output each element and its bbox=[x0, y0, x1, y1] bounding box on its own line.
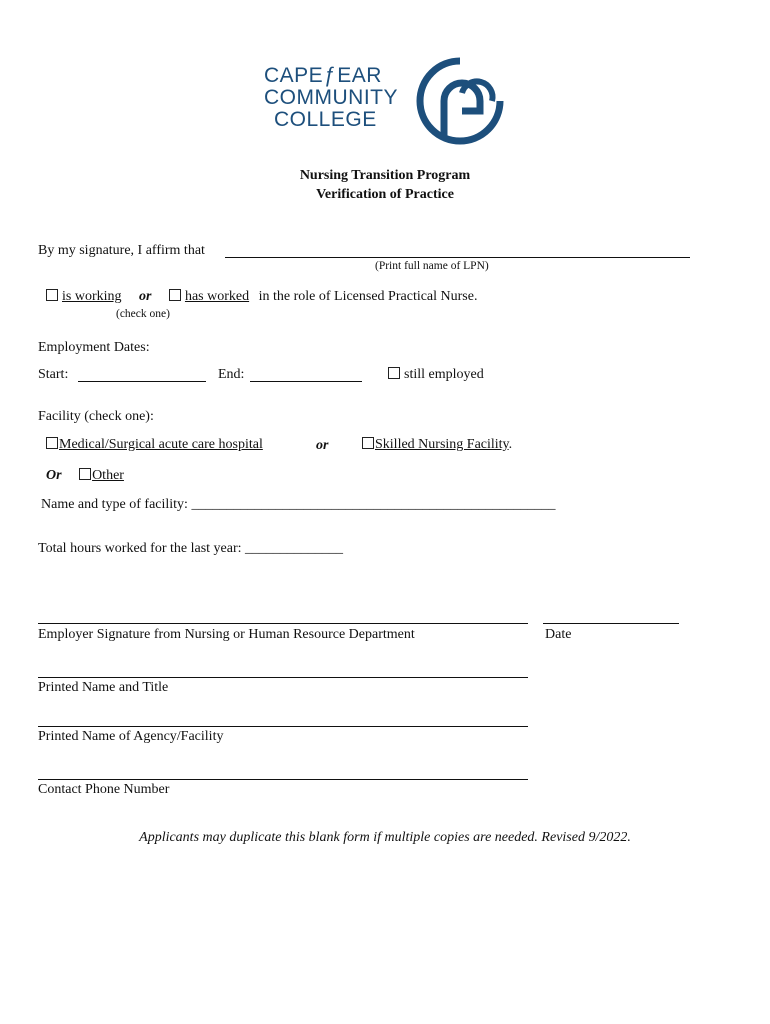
logo-line-1: CAPEƒEAR bbox=[264, 64, 382, 87]
other-label: Other bbox=[92, 468, 124, 483]
working-label: is working bbox=[62, 289, 122, 304]
hours-field[interactable]: ______________ bbox=[245, 541, 344, 556]
date-field[interactable] bbox=[543, 623, 679, 624]
end-date-field[interactable] bbox=[250, 381, 362, 382]
facility-or-label: or bbox=[316, 438, 329, 453]
still-employed-checkbox[interactable] bbox=[388, 367, 400, 379]
logo-line-3: COLLEGE bbox=[274, 108, 377, 131]
affirm-label: By my signature, I affirm that bbox=[38, 243, 205, 258]
worked-label: has worked bbox=[184, 289, 250, 304]
lpn-name-hint: (Print full name of LPN) bbox=[375, 260, 489, 272]
other-checkbox[interactable] bbox=[79, 468, 91, 480]
still-employed-row bbox=[388, 367, 484, 383]
facility-name-label: Name and type of facility: bbox=[41, 497, 188, 512]
lpn-name-field[interactable] bbox=[225, 257, 690, 258]
or-label: or bbox=[139, 289, 152, 304]
printed-name-label: Printed Name and Title bbox=[38, 680, 169, 695]
printed-name-field[interactable] bbox=[38, 677, 528, 678]
form-subtitle: Verification of Practice bbox=[316, 187, 454, 202]
facility-name-field[interactable]: ____________________________________________________ bbox=[191, 497, 556, 512]
facility-name-row bbox=[41, 497, 555, 513]
medical-checkbox[interactable] bbox=[46, 437, 58, 449]
or2-label: Or bbox=[46, 468, 62, 483]
facility-heading: Facility (check one): bbox=[38, 409, 154, 424]
role-row bbox=[46, 289, 477, 305]
skilled-row bbox=[362, 437, 512, 453]
start-label: Start: bbox=[38, 367, 69, 382]
end-label: End: bbox=[218, 367, 245, 382]
start-date-field[interactable] bbox=[78, 381, 206, 382]
logo-line-2: COMMUNITY bbox=[264, 86, 398, 109]
college-logo bbox=[264, 55, 509, 150]
footer-note: Applicants may duplicate this blank form if multiple copies are needed. Revised 9/2022. bbox=[139, 830, 631, 845]
date-label: Date bbox=[545, 627, 572, 642]
agency-field[interactable] bbox=[38, 726, 528, 727]
logo-emblem-icon bbox=[414, 55, 506, 147]
phone-label: Contact Phone Number bbox=[38, 782, 170, 797]
role-suffix: in the role of Licensed Practical Nurse. bbox=[258, 289, 478, 304]
skilled-period: . bbox=[508, 437, 513, 452]
working-checkbox[interactable] bbox=[46, 289, 58, 301]
still-employed-label: still employed bbox=[404, 367, 484, 382]
agency-label: Printed Name of Agency/Facility bbox=[38, 729, 224, 744]
other-row bbox=[46, 468, 124, 484]
employer-signature-label: Employer Signature from Nursing or Human Resource Department bbox=[38, 627, 415, 642]
medical-row bbox=[46, 437, 263, 453]
employer-signature-field[interactable] bbox=[38, 623, 528, 624]
form-title: Nursing Transition Program bbox=[299, 168, 471, 183]
hours-row bbox=[38, 541, 343, 557]
skilled-checkbox[interactable] bbox=[362, 437, 374, 449]
medical-label: Medical/Surgical acute care hospital bbox=[59, 437, 263, 452]
hours-label: Total hours worked for the last year: bbox=[38, 541, 242, 556]
skilled-label: Skilled Nursing Facility bbox=[375, 437, 509, 452]
worked-checkbox[interactable] bbox=[169, 289, 181, 301]
employment-heading: Employment Dates: bbox=[38, 340, 150, 355]
role-hint: (check one) bbox=[116, 308, 170, 320]
phone-field[interactable] bbox=[38, 779, 528, 780]
